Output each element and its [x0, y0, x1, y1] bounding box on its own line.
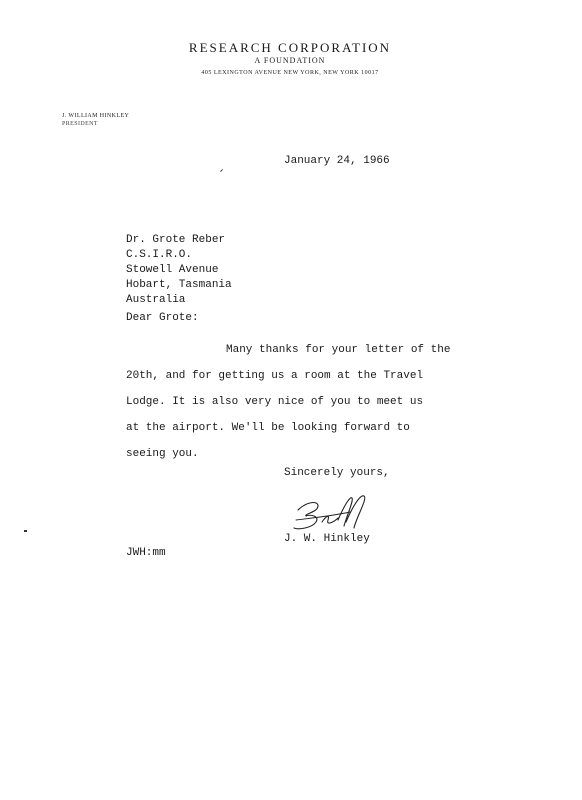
body-line: seeing you.: [126, 448, 199, 460]
letterhead: [150, 40, 430, 79]
body-line: at the airport. We'll be looking forward to: [126, 422, 410, 434]
body-line: Lodge. It is also very nice of you to meet us: [126, 396, 424, 408]
organization-name: RESEARCH CORPORATION: [188, 40, 392, 55]
address-line: Dr. Grote Reber: [126, 234, 226, 246]
salutation: Dear Grote:: [126, 312, 199, 324]
stray-mark: [220, 169, 223, 172]
address-line: Hobart, Tasmania: [126, 279, 232, 291]
signer-name: J. W. Hinkley: [284, 533, 370, 545]
body-line: Many thanks for your letter of the: [226, 344, 451, 356]
organization-subtitle: A FOUNDATION: [254, 56, 326, 65]
address-line: C.S.I.R.O.: [126, 249, 193, 261]
stray-dot: [24, 530, 27, 532]
body-line: 20th, and for getting us a room at the Travel: [126, 370, 424, 382]
sender-title: PRESIDENT: [62, 121, 98, 127]
letter-date: January 24, 1966: [284, 155, 390, 167]
reference-initials: JWH:mm: [126, 547, 166, 559]
sender-name: J. WILLIAM HINKLEY: [62, 113, 130, 119]
recipient-address: [126, 233, 232, 308]
address-line: Stowell Avenue: [126, 264, 219, 276]
sender-block: [62, 112, 129, 128]
signature: [292, 492, 372, 534]
letter-body: [126, 337, 466, 467]
closing: Sincerely yours,: [284, 467, 390, 479]
address-line: Australia: [126, 294, 186, 306]
organization-address: 405 LEXINGTON AVENUE NEW YORK, NEW YORK 10017: [201, 70, 379, 76]
